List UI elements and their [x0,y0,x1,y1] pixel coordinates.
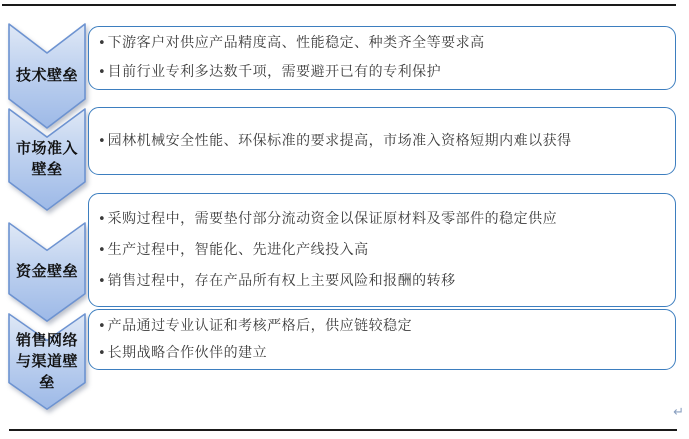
bullet-item [98,29,665,58]
bullet-item [98,204,665,235]
bullet-text: 目前行业专利多达数千项，需要避开已有的专利保护 [107,64,442,80]
barrier-label: 销售网络与渠道壁垒 [15,331,78,391]
bullet-text: 园林机械安全性能、环保标准的要求提高，市场准入资格短期内难以获得 [107,132,572,149]
barrier-label: 技术壁垒 [15,66,78,85]
bullet-icon: • [98,242,106,258]
bullet-item [98,127,665,156]
barrier-arrow-sales-network [8,313,86,411]
barrier-detail-box-market-access [88,107,676,175]
barrier-detail-box-capital [88,193,676,307]
bullet-item [98,235,665,266]
bullet-icon: • [98,65,106,80]
bullet-icon: • [98,345,106,361]
bullet-text: 采购过程中，需要垫付部分流动资金以保证原材料及零部件的稳定供应 [107,210,558,227]
bullet-text: 销售过程中，存在产品所有权上主要风险和报酬的转移 [107,272,456,289]
bottom-divider [9,429,677,431]
bullet-icon: • [98,133,106,149]
bullet-item [98,340,665,367]
bullet-icon: • [98,318,106,334]
bullet-item [98,266,665,297]
paragraph-return-icon: ↵ [673,405,684,420]
barrier-label: 市场准入壁垒 [15,139,78,179]
bullet-icon: • [98,211,106,227]
barrier-label: 资金壁垒 [15,262,78,281]
barrier-detail-box-sales-network [88,309,676,370]
barrier-detail-box-technology [88,26,676,90]
barrier-arrow-market-access [8,108,86,212]
bullet-item [98,313,665,340]
bullet-icon: • [98,36,106,51]
bullet-text: 生产过程中，智能化、先进化产线投入高 [107,241,369,258]
top-divider [2,4,676,6]
bullet-icon: • [98,273,106,289]
bullet-text: 长期战略合作伙伴的建立 [107,344,268,361]
bullet-item [98,58,665,87]
barrier-arrow-capital [8,222,86,323]
bullet-text: 下游客户对供应产品精度高、性能稳定、种类齐全等要求高 [107,35,485,51]
bullet-text: 产品通过专业认证和考核严格后，供应链较稳定 [107,317,413,334]
